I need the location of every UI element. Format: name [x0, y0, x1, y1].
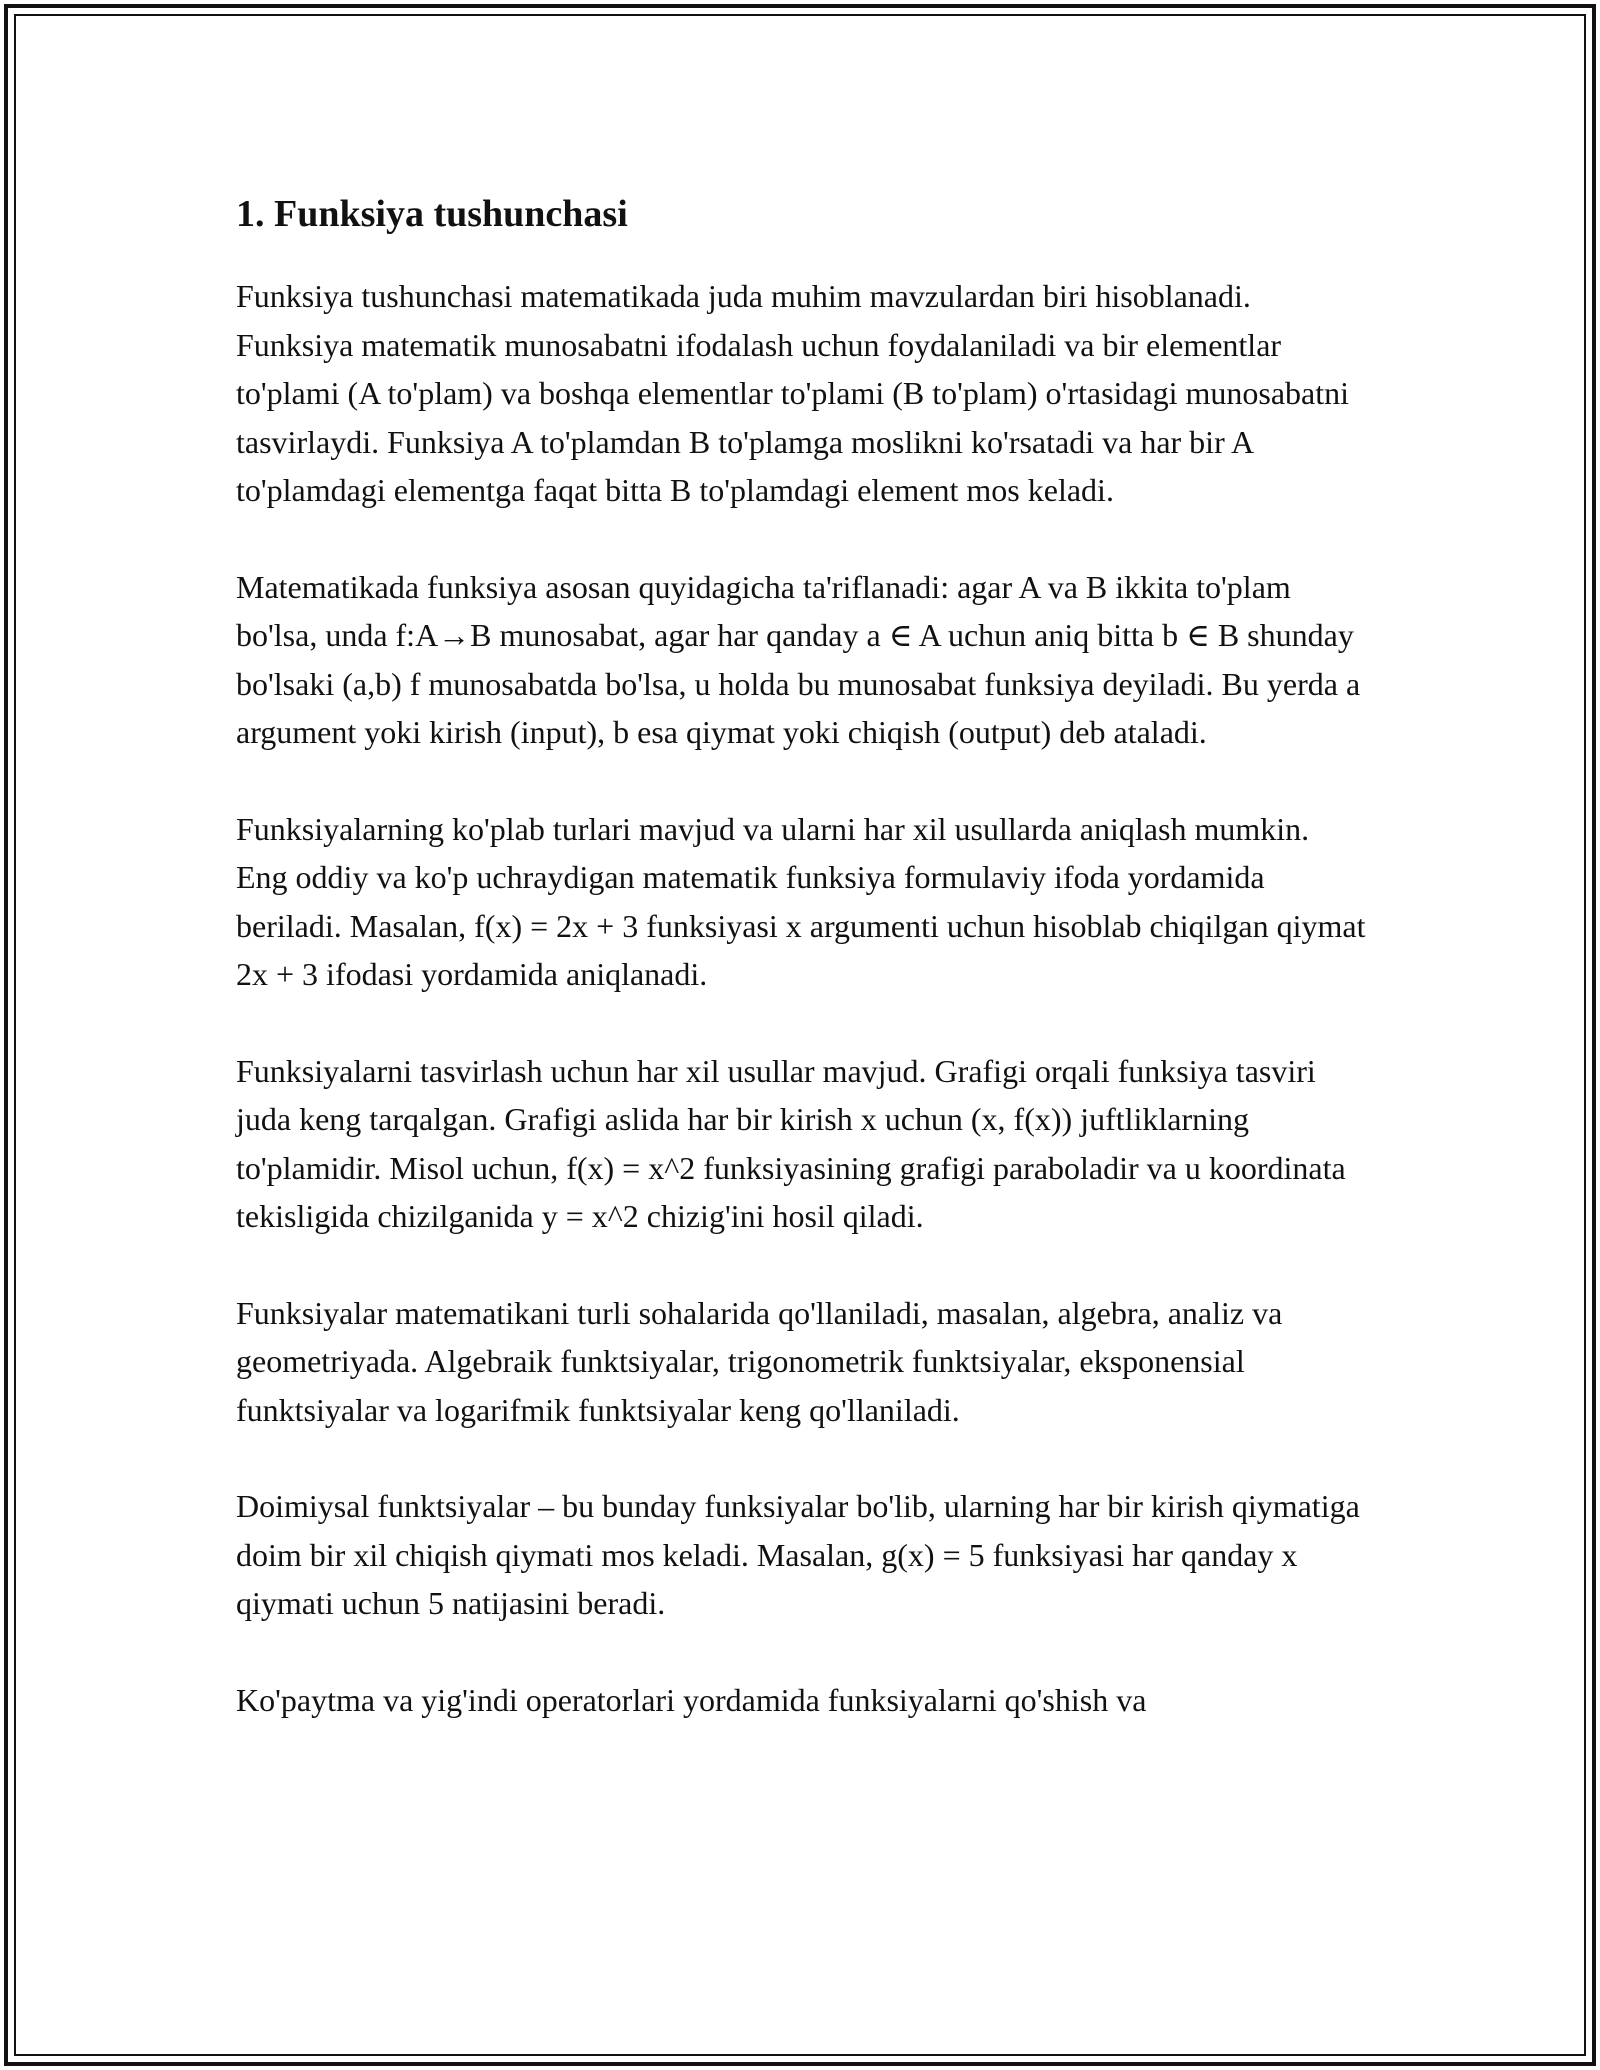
section-heading: 1. Funksiya tushunchasi: [236, 193, 628, 235]
paragraph-operators: Ko'paytma va yig'indi operatorlari yordamida funksiyalarni qo'shish va: [236, 1681, 1147, 1718]
paragraph-applications: Funksiyalar matematikani turli sohalarida qo'llaniladi, masalan, algebra, analiz va geometriyada. Algebraik funktsiyalar, trigonometrik funktsiyalar, eksponensial funktsiyalar va logarifmik funktsiyalar keng qo'llaniladi.: [236, 1294, 1283, 1428]
paragraph-constant-functions: Doimiysal funktsiyalar – bu bunday funksiyalar bo'lib, ularning har bir kirish qiymatiga doim bir xil chiqish qiymati mos keladi. Masalan, g(x) = 5 funksiyasi har qanday x qiymati uchun 5 natijasini beradi.: [236, 1488, 1360, 1621]
paragraph-function-types: Funksiyalarning ko'plab turlari mavjud va ularni har xil usullarda aniqlash mumkin. Eng oddiy va ko'p uchraydigan matematik funksiya formulaviy ifoda yordamida beriladi. Masalan, f(x) = 2x + 3 funksiyasi x argumenti uchun hisoblab chiqilgan qiymat 2x + 3 ifodasi yordamida aniqlanadi.: [236, 810, 1366, 992]
paragraph-definition: Funksiya tushunchasi matematikada juda muhim mavzulardan biri hisoblanadi. Funksiya matematik munosabatni ifodalash uchun foydalaniladi va bir elementlar to'plami (A to'plam) va boshqa elementlar to'plami (B to'plam) o'rtasidagi munosabatni tasvirlaydi. Funksiya A to'plamdan B to'plamga moslikni ko'rsatadi va har bir A to'plamdagi elementga faqat bitta B to'plamdagi element mos keladi.: [236, 278, 1350, 508]
document-body: [236, 186, 1366, 1772]
paragraph-formal-definition: Matematikada funksiya asosan quyidagicha ta'riflanadi: agar A va B ikkita to'plam bo'lsa, unda f:A→B munosabat, agar har qanday a ∈ A uchun aniq bitta b ∈ B shunday bo'lsaki (a,b) f munosabatda bo'lsa, u holda bu munosabat funksiya deyiladi. Bu yerda a argument yoki kirish (input), b esa qiymat yoki chiqish (output) deb ataladi.: [236, 568, 1361, 750]
paragraph-graphs: Funksiyalarni tasvirlash uchun har xil usullar mavjud. Grafigi orqali funksiya tasviri juda keng tarqalgan. Grafigi aslida har bir kirish x uchun (x, f(x)) juftliklarning to'plamidir. Misol uchun, f(x) = x^2 funksiyasining grafigi paraboladir va u koordinata tekisligida chizilganida y = x^2 chizig'ini hosil qiladi.: [236, 1052, 1346, 1234]
